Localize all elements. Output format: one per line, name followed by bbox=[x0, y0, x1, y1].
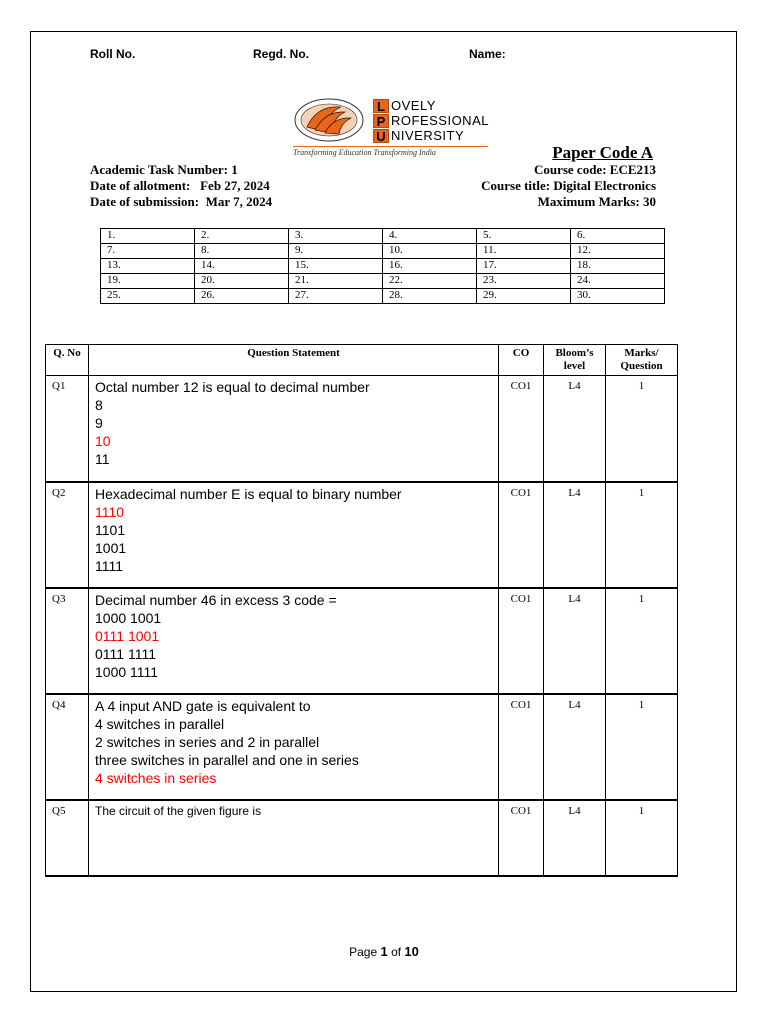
academic-task-number: Academic Task Number: 1 bbox=[90, 162, 238, 177]
answer-cell: 29. bbox=[477, 289, 571, 304]
answer-option: 1000 1111 bbox=[95, 663, 159, 680]
blooms-level: L4 bbox=[544, 376, 606, 482]
answer-cell: 30. bbox=[571, 289, 665, 304]
question-row bbox=[46, 800, 678, 876]
question-number: Q3 bbox=[46, 588, 89, 694]
logo-letter-p: P bbox=[373, 114, 389, 128]
course-outcome: CO1 bbox=[499, 588, 544, 694]
correct-answer-option: 4 switches in series bbox=[95, 769, 217, 786]
answer-grid-row bbox=[101, 244, 665, 259]
answer-option: 8 bbox=[95, 397, 103, 413]
answer-grid-row bbox=[101, 259, 665, 274]
marks-per-question: 1 bbox=[606, 588, 678, 694]
question-table bbox=[45, 344, 678, 877]
course-outcome: CO1 bbox=[499, 482, 544, 588]
correct-answer-option: 1110 bbox=[95, 503, 125, 520]
question-statement bbox=[89, 800, 499, 876]
question-number: Q1 bbox=[46, 376, 89, 482]
answer-cell: 19. bbox=[101, 274, 195, 289]
answer-cell: 28. bbox=[383, 289, 477, 304]
answer-cell: 6. bbox=[571, 229, 665, 244]
answer-cell: 12. bbox=[571, 244, 665, 259]
blooms-level: L4 bbox=[544, 800, 606, 876]
course-outcome: CO1 bbox=[499, 694, 544, 800]
task-info bbox=[90, 162, 272, 210]
answer-cell: 26. bbox=[195, 289, 289, 304]
answer-cell: 9. bbox=[289, 244, 383, 259]
answer-cell: 4. bbox=[383, 229, 477, 244]
marks-per-question: 1 bbox=[606, 800, 678, 876]
answer-cell: 3. bbox=[289, 229, 383, 244]
correct-answer-option: 0111 1001 bbox=[95, 627, 160, 644]
page-prefix: Page bbox=[349, 945, 378, 959]
name-label: Name: bbox=[469, 47, 506, 61]
question-statement bbox=[89, 588, 499, 694]
answer-grid-row bbox=[101, 274, 665, 289]
question-stem: Octal number 12 is equal to decimal number bbox=[95, 379, 370, 395]
answer-cell: 18. bbox=[571, 259, 665, 274]
maximum-marks: Maximum Marks: 30 bbox=[537, 194, 656, 209]
answer-cell: 20. bbox=[195, 274, 289, 289]
answer-option: 4 switches in parallel bbox=[95, 715, 225, 732]
page-of: of bbox=[391, 945, 402, 959]
logo-word-lovely: OVELY bbox=[391, 98, 436, 113]
logo-tagline: Transforming Education Transforming India bbox=[293, 146, 488, 157]
course-outcome: CO1 bbox=[499, 376, 544, 482]
answer-cell: 25. bbox=[101, 289, 195, 304]
header-statement: Question Statement bbox=[89, 345, 499, 376]
answer-option: 1101 bbox=[95, 521, 126, 538]
course-title: Course title: Digital Electronics bbox=[481, 178, 656, 193]
blooms-level: L4 bbox=[544, 482, 606, 588]
answer-option: three switches in parallel and one in series bbox=[95, 751, 359, 768]
answer-cell: 22. bbox=[383, 274, 477, 289]
logo-letter-u: U bbox=[373, 129, 389, 143]
question-stem: The circuit of the given figure is bbox=[95, 803, 262, 818]
answer-cell: 17. bbox=[477, 259, 571, 274]
question-row bbox=[46, 376, 678, 482]
page-number: 1 bbox=[380, 944, 388, 959]
answer-cell: 2. bbox=[195, 229, 289, 244]
question-number: Q4 bbox=[46, 694, 89, 800]
marks-per-question: 1 bbox=[606, 482, 678, 588]
header-marks: Marks/ Question bbox=[606, 345, 678, 376]
blooms-level: L4 bbox=[544, 694, 606, 800]
regd-no-label: Regd. No. bbox=[253, 47, 309, 61]
logo-word-university: NIVERSITY bbox=[391, 128, 465, 143]
answer-cell: 27. bbox=[289, 289, 383, 304]
question-row bbox=[46, 482, 678, 588]
answer-option: 0111 1111 bbox=[95, 645, 156, 662]
question-row bbox=[46, 694, 678, 800]
question-stem: A 4 input AND gate is equivalent to bbox=[95, 697, 311, 714]
blooms-level: L4 bbox=[544, 588, 606, 694]
answer-cell: 10. bbox=[383, 244, 477, 259]
answer-grid bbox=[100, 228, 665, 304]
university-emblem-icon bbox=[293, 97, 365, 143]
date-of-submission: Date of submission: Mar 7, 2024 bbox=[90, 194, 273, 209]
question-statement bbox=[89, 482, 499, 588]
page-footer bbox=[0, 944, 768, 959]
header-bloom: Bloom’s level bbox=[544, 345, 606, 376]
answer-cell: 15. bbox=[289, 259, 383, 274]
page-total: 10 bbox=[404, 944, 419, 959]
course-info bbox=[481, 162, 656, 210]
answer-cell: 21. bbox=[289, 274, 383, 289]
roll-no-label: Roll No. bbox=[90, 47, 136, 61]
answer-option: 1111 bbox=[95, 557, 124, 574]
answer-option: 1001 bbox=[95, 539, 127, 556]
answer-cell: 5. bbox=[477, 229, 571, 244]
answer-cell: 16. bbox=[383, 259, 477, 274]
answer-cell: 11. bbox=[477, 244, 571, 259]
answer-cell: 8. bbox=[195, 244, 289, 259]
answer-cell: 1. bbox=[101, 229, 195, 244]
answer-grid-row bbox=[101, 229, 665, 244]
logo-letter-l: L bbox=[373, 99, 389, 113]
course-code: Course code: ECE213 bbox=[533, 162, 656, 177]
header-qno: Q. No bbox=[46, 345, 89, 376]
answer-option: 9 bbox=[95, 415, 103, 431]
marks-per-question: 1 bbox=[606, 376, 678, 482]
question-statement bbox=[89, 694, 499, 800]
header-co: CO bbox=[499, 345, 544, 376]
answer-option: 1000 1001 bbox=[95, 609, 162, 626]
date-of-allotment: Date of allotment: Feb 27, 2024 bbox=[90, 178, 270, 193]
university-logo bbox=[293, 97, 488, 159]
course-outcome: CO1 bbox=[499, 800, 544, 876]
answer-cell: 7. bbox=[101, 244, 195, 259]
correct-answer-option: 10 bbox=[95, 433, 111, 449]
question-number: Q5 bbox=[46, 800, 89, 876]
answer-cell: 14. bbox=[195, 259, 289, 274]
answer-option: 2 switches in series and 2 in parallel bbox=[95, 733, 320, 750]
question-stem: Hexadecimal number E is equal to binary number bbox=[95, 485, 402, 502]
logo-word-professional: ROFESSIONAL bbox=[391, 113, 489, 128]
question-row bbox=[46, 588, 678, 694]
answer-option: 11 bbox=[95, 451, 110, 467]
marks-per-question: 1 bbox=[606, 694, 678, 800]
answer-cell: 13. bbox=[101, 259, 195, 274]
question-stem: Decimal number 46 in excess 3 code = bbox=[95, 591, 337, 608]
question-statement bbox=[89, 376, 499, 482]
answer-cell: 24. bbox=[571, 274, 665, 289]
question-number: Q2 bbox=[46, 482, 89, 588]
answer-cell: 23. bbox=[477, 274, 571, 289]
paper-code: Paper Code A bbox=[552, 143, 653, 162]
answer-grid-row bbox=[101, 289, 665, 304]
